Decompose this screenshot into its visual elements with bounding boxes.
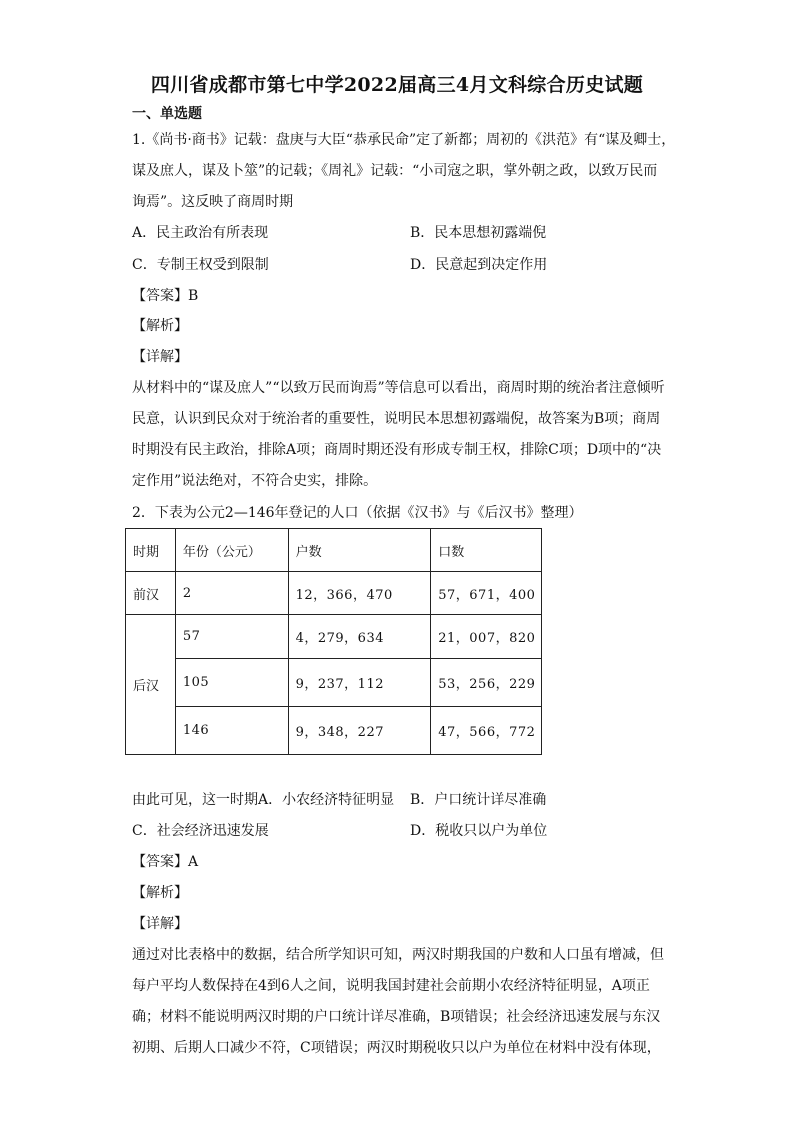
- q2-detail-line-1: 通过对比表格中的数据，结合所学知识可知，两汉时期我国的户数和人口虽有增减，但: [132, 947, 664, 963]
- q2-detail-line-3: 确；材料不能说明两汉时期的户口统计详尽准确，B项错误；社会经济迅速发展与东汉: [132, 1009, 661, 1025]
- year-cell: 105: [175, 659, 288, 707]
- header-population: 口数: [431, 529, 542, 572]
- q2-option-c: C．社会经济迅速发展: [132, 823, 269, 839]
- population-table: [125, 528, 542, 755]
- table-header-row: [126, 529, 542, 572]
- year-cell: 57: [175, 615, 288, 659]
- q2-answer: 【答案】A: [132, 854, 199, 870]
- q1-answer: 【答案】B: [132, 288, 199, 304]
- header-period: 时期: [126, 529, 176, 572]
- q2-option-a: A．小农经济特征明显: [258, 792, 395, 808]
- households-cell: 4，279，634: [288, 615, 431, 659]
- table-row: [126, 615, 542, 659]
- page-title: 四川省成都市第七中学2022届高三4月文科综合历史试题: [150, 74, 644, 96]
- period-cell: 后汉: [126, 615, 176, 755]
- households-cell: 9，348，227: [288, 707, 431, 755]
- q1-option-b: B．民本思想初露端倪: [410, 225, 547, 241]
- header-year: 年份（公元）: [175, 529, 288, 572]
- q2-option-d: D．税收只以户为单位: [410, 823, 548, 839]
- q1-detail-line-3: 时期没有民主政治，排除A项；商周时期还没有形成专制王权，排除C项；D项中的“决: [132, 442, 662, 458]
- population-cell: 21，007，820: [431, 615, 542, 659]
- period-cell: 前汉: [126, 572, 176, 615]
- year-cell: 2: [175, 572, 288, 615]
- q1-detail-line-1: 从材料中的“谋及庶人”“以致万民而询焉”等信息可以看出，商周时期的统治者注意倾听: [132, 380, 665, 396]
- q2-lead: 由此可见，这一时期: [132, 792, 258, 808]
- q1-detail-line-4: 定作用”说法绝对，不符合史实，排除。: [132, 473, 378, 489]
- table-row: [126, 572, 542, 615]
- section-heading: 一、单选题: [132, 106, 202, 122]
- q1-option-c: C．专制王权受到限制: [132, 257, 269, 273]
- population-cell: 57，671，400: [431, 572, 542, 615]
- q2-stem: 2．下表为公元2—146年登记的人口（依据《汉书》与《后汉书》整理）: [132, 505, 583, 521]
- header-households: 户数: [288, 529, 431, 572]
- q1-detail-line-2: 民意，认识到民众对于统治者的重要性，说明民本思想初露端倪，故答案为B项；商周: [132, 411, 661, 427]
- population-cell: 47，566，772: [431, 707, 542, 755]
- q1-option-a: A．民主政治有所表现: [132, 225, 269, 241]
- q1-stem-line-2: 谋及庶人，谋及卜筮”的记载；《周礼》记载：“小司寇之职，掌外朝之政，以致万民而: [132, 163, 658, 179]
- q2-option-b: B．户口统计详尽准确: [410, 792, 547, 808]
- households-cell: 9，237，112: [288, 659, 431, 707]
- households-cell: 12，366，470: [288, 572, 431, 615]
- q2-detail-line-2: 每户平均人数保持在4到6人之间，说明我国封建社会前期小农经济特征明显，A项正: [132, 978, 650, 994]
- q2-analysis-label: 【解析】: [132, 885, 188, 901]
- table-row: [126, 659, 542, 707]
- q2-detail-label: 【详解】: [132, 916, 188, 932]
- q1-option-d: D．民意起到决定作用: [410, 257, 548, 273]
- q1-analysis-label: 【解析】: [132, 318, 188, 334]
- q1-stem-line-3: 询焉”。这反映了商周时期: [132, 194, 294, 210]
- q1-detail-label: 【详解】: [132, 349, 188, 365]
- population-cell: 53，256，229: [431, 659, 542, 707]
- q1-stem-line-1: 1.《尚书·商书》记载：盘庚与大臣“恭承民命”定了新都；周初的《洪范》有“谋及卿士，: [132, 132, 676, 148]
- table-row: [126, 707, 542, 755]
- year-cell: 146: [175, 707, 288, 755]
- q2-detail-line-4: 初期、后期人口减少不符，C项错误；两汉时期税收只以户为单位在材料中没有体现，: [132, 1040, 661, 1056]
